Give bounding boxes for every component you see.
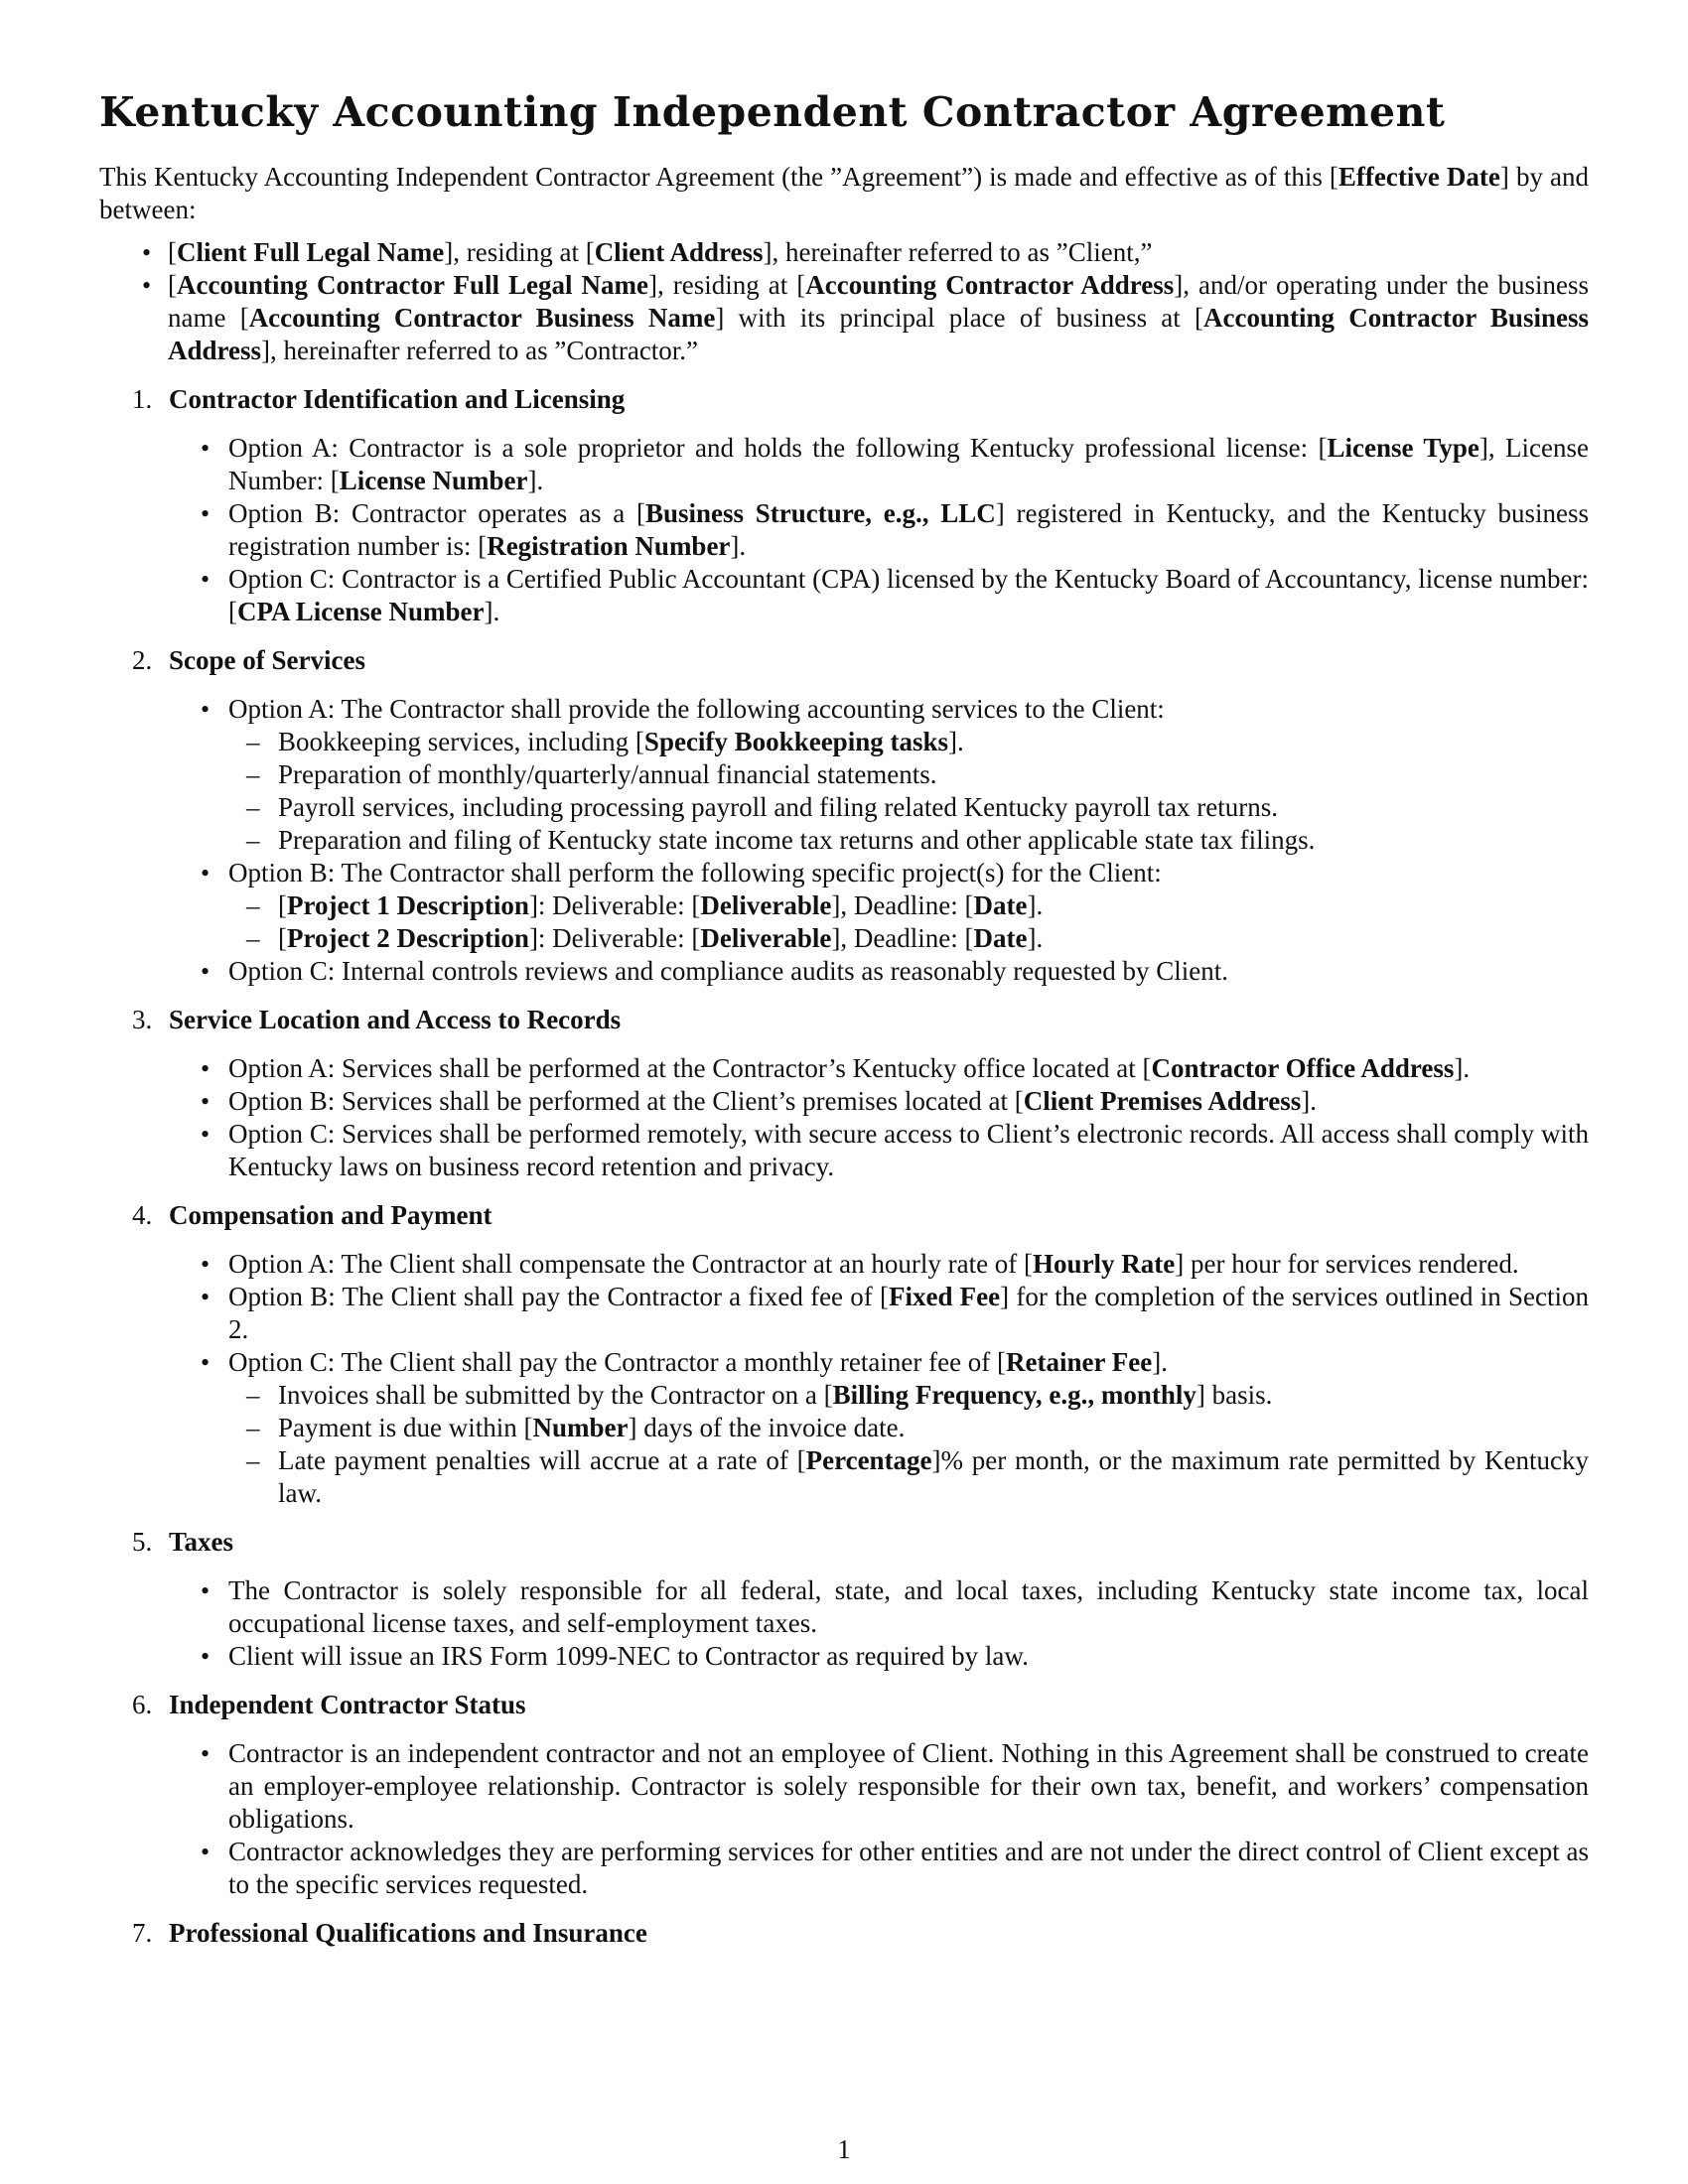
placeholder-field: Specify Bookkeeping tasks — [643, 727, 948, 756]
text-run: The Contractor is solely responsible for all federal, state, and local taxes, including Kentucky state income tax, local occupational license taxes, and self-employment taxes. — [228, 1575, 1589, 1638]
text-run: Contractor acknowledges they are performing services for other entities and are not under the direct control of Client except as to the specific services requested. — [228, 1837, 1589, 1899]
section-items — [99, 1248, 1589, 1510]
placeholder-field: Deliverable — [700, 890, 832, 920]
text-run: Option A: Contractor is a sole proprietor and holds the following Kentucky professional license: [ — [228, 433, 1328, 463]
section-number: 2. — [132, 645, 153, 675]
text-run: ] basis. — [1196, 1380, 1273, 1410]
text-run: [ — [168, 237, 177, 267]
text-run: ] days of the invoice date. — [628, 1413, 906, 1442]
section-number: 6. — [132, 1690, 153, 1719]
text-run: ]. — [1027, 890, 1044, 920]
placeholder-field: Accounting Contractor Address — [805, 270, 1175, 300]
text-run: [ — [278, 890, 287, 920]
placeholder-field: Registration Number — [487, 531, 731, 561]
section-title: Independent Contractor Status — [169, 1690, 526, 1719]
sub-list-wrapper — [99, 889, 1589, 955]
text-run: Preparation and filing of Kentucky state income tax returns and other applicable state tax filings. — [278, 825, 1316, 855]
text-run: ], hereinafter referred to as ”Contractor.” — [261, 336, 699, 365]
section-number: 1. — [132, 384, 153, 414]
section-heading — [99, 383, 1589, 416]
sub-list-wrapper — [99, 1379, 1589, 1510]
section-number: 5. — [132, 1527, 153, 1557]
placeholder-field: Retainer Fee — [1006, 1347, 1153, 1377]
section-title: Taxes — [169, 1527, 234, 1557]
placeholder-field: CPA License Number — [237, 597, 485, 626]
section-heading — [99, 1199, 1589, 1232]
placeholder-field: Accounting Contractor Business Address — [168, 303, 1589, 365]
option-item — [99, 955, 1589, 988]
option-item — [99, 857, 1589, 889]
sub-items — [99, 889, 1589, 955]
section-title: Compensation and Payment — [169, 1200, 492, 1230]
text-run: ] for the completion of the services outlined in Section 2. — [228, 1282, 1589, 1344]
option-item — [99, 1118, 1589, 1183]
sections-list — [99, 383, 1589, 1950]
section — [99, 1689, 1589, 1901]
text-run: Client will issue an IRS Form 1099-NEC to Contractor as required by law. — [228, 1641, 1029, 1671]
sub-item — [99, 1379, 1589, 1412]
text-run: ] with its principal place of business at [ — [715, 303, 1204, 333]
section — [99, 1917, 1589, 1950]
text-run: ], License Number: [ — [228, 433, 1589, 495]
text-run: Payment is due within [ — [278, 1413, 533, 1442]
placeholder-field: Project 2 Description — [287, 923, 529, 953]
sub-item — [99, 1412, 1589, 1444]
text-run: Bookkeeping services, including [ — [278, 727, 644, 756]
section — [99, 644, 1589, 988]
text-run: ]. — [484, 597, 500, 626]
text-run: ]: Deliverable: [ — [528, 923, 701, 953]
text-run: Option A: The Client shall compensate the Contractor at an hourly rate of [ — [228, 1249, 1034, 1279]
option-item — [99, 432, 1589, 497]
section — [99, 1004, 1589, 1183]
sub-list-wrapper — [99, 726, 1589, 857]
text-run: Option B: The Client shall pay the Contractor a fixed fee of [ — [228, 1282, 889, 1311]
text-run: ]. — [947, 727, 964, 756]
option-item — [99, 497, 1589, 563]
sub-items — [99, 1379, 1589, 1510]
option-item — [99, 1052, 1589, 1085]
text-run: Option A: The Contractor shall provide the following accounting services to the Client: — [228, 694, 1165, 724]
parties-list — [98, 236, 1589, 367]
placeholder-field: Deliverable — [700, 923, 832, 953]
option-item — [99, 1085, 1589, 1118]
section-title: Professional Qualifications and Insurance — [169, 1918, 647, 1948]
text-run: ] per hour for services rendered. — [1175, 1249, 1519, 1279]
text-run: ], Deadline: [ — [831, 890, 974, 920]
sub-item — [99, 726, 1589, 758]
intro-text: This Kentucky Accounting Independent Contractor Agreement (the ”Agreement”) is made and effective as of this [ — [99, 162, 1338, 192]
text-run: Option B: The Contractor shall perform the following specific project(s) for the Client: — [228, 858, 1162, 887]
placeholder-field: Client Full Legal Name — [177, 237, 445, 267]
intro-paragraph — [99, 161, 1589, 226]
text-run: ]. — [1301, 1086, 1318, 1116]
placeholder-field: Client Premises Address — [1023, 1086, 1302, 1116]
placeholder-field: Date — [973, 923, 1028, 953]
section-items — [99, 1737, 1589, 1901]
text-run: Preparation of monthly/quarterly/annual financial statements. — [278, 759, 937, 789]
placeholder-field: Project 1 Description — [287, 890, 529, 920]
section-heading — [99, 1004, 1589, 1036]
option-item — [99, 693, 1589, 726]
option-item — [99, 563, 1589, 628]
option-item — [99, 1737, 1589, 1836]
document-title: Kentucky Accounting Independent Contractor Agreement — [99, 88, 1446, 136]
text-run: ]% per month, or the maximum rate permitted by Kentucky law. — [278, 1445, 1589, 1508]
document-page — [99, 87, 1589, 1966]
section-items — [99, 432, 1589, 628]
text-run: ], Deadline: [ — [831, 923, 974, 953]
placeholder-field: Number — [532, 1413, 629, 1442]
text-run: ]. — [1027, 923, 1044, 953]
sub-item — [99, 791, 1589, 824]
section-title: Service Location and Access to Records — [169, 1005, 622, 1034]
text-run: ]. — [1454, 1053, 1471, 1083]
placeholder-field: Contractor Office Address — [1151, 1053, 1455, 1083]
placeholder-field: Accounting Contractor Business Name — [248, 303, 716, 333]
party-item — [98, 269, 1589, 367]
text-run: Option B: Services shall be performed at the Client’s premises located at [ — [228, 1086, 1024, 1116]
text-run: ]. — [730, 531, 747, 561]
section-heading — [99, 1689, 1589, 1721]
section-number: 3. — [132, 1005, 153, 1034]
party-item — [98, 236, 1589, 269]
text-run: Option A: Services shall be performed at the Contractor’s Kentucky office located at [ — [228, 1053, 1152, 1083]
placeholder-field: License Type — [1327, 433, 1479, 463]
text-run: ], and/or operating under the business name [ — [168, 270, 1589, 333]
placeholder-field: Client Address — [594, 237, 764, 267]
placeholder-field: Billing Frequency, e.g., monthly — [832, 1380, 1196, 1410]
placeholder-field: Fixed Fee — [888, 1282, 1001, 1311]
section-items — [99, 1052, 1589, 1183]
sub-item — [99, 1444, 1589, 1510]
placeholder-field: Date — [973, 890, 1028, 920]
text-run: Contractor is an independent contractor and not an employee of Client. Nothing in this Agreement shall be construed to create an employer-employee relationship. Contractor is solely responsible for their own tax, benefit, and workers’ compensation obligations. — [228, 1738, 1589, 1834]
section-title: Scope of Services — [169, 645, 365, 675]
placeholder-field: Hourly Rate — [1033, 1249, 1176, 1279]
option-item — [99, 1346, 1589, 1379]
text-run: Option C: Services shall be performed remotely, with secure access to Client’s electronic records. All access shall comply with Kentucky laws on business record retention and privacy. — [228, 1119, 1589, 1181]
text-run: Payroll services, including processing payroll and filing related Kentucky payroll tax returns. — [278, 792, 1278, 822]
text-run: [ — [278, 923, 287, 953]
text-run: [ — [168, 270, 177, 300]
placeholder-field: Percentage — [805, 1445, 932, 1475]
option-item — [99, 1248, 1589, 1281]
section-number: 4. — [132, 1200, 153, 1230]
placeholder-field: Business Structure, e.g., LLC — [644, 498, 996, 528]
text-run: ]: Deliverable: [ — [528, 890, 701, 920]
option-item — [99, 1640, 1589, 1673]
option-item — [99, 1281, 1589, 1346]
section-number: 7. — [132, 1918, 153, 1948]
option-item — [99, 1836, 1589, 1901]
text-run: Option C: Internal controls reviews and compliance audits as reasonably requested by Client. — [228, 956, 1228, 986]
sub-items — [99, 726, 1589, 857]
effective-date-placeholder: Effective Date — [1337, 162, 1500, 192]
section — [99, 383, 1589, 628]
section-items — [99, 693, 1589, 988]
section-title: Contractor Identification and Licensing — [169, 384, 626, 414]
section-heading — [99, 644, 1589, 677]
text-run: ]. — [1152, 1347, 1168, 1377]
text-run: Option B: Contractor operates as a [ — [228, 498, 645, 528]
text-run: ], residing at [ — [648, 270, 806, 300]
text-run: ], residing at [ — [444, 237, 595, 267]
section — [99, 1199, 1589, 1510]
section — [99, 1526, 1589, 1673]
text-run: Option C: Contractor is a Certified Public Accountant (CPA) licensed by the Kentucky Board of Accountancy, license number: [ — [228, 564, 1589, 626]
text-run: Option C: The Client shall pay the Contractor a monthly retainer fee of [ — [228, 1347, 1007, 1377]
text-run: ]. — [527, 466, 544, 495]
section-heading — [99, 1917, 1589, 1950]
sub-item — [99, 889, 1589, 922]
placeholder-field: License Number — [339, 466, 528, 495]
section-heading — [99, 1526, 1589, 1559]
text-run: Invoices shall be submitted by the Contractor on a [ — [278, 1380, 833, 1410]
option-item — [99, 1574, 1589, 1640]
sub-item — [99, 824, 1589, 857]
text-run: ] registered in Kentucky, and the Kentucky business registration number is: [ — [228, 498, 1589, 561]
placeholder-field: Accounting Contractor Full Legal Name — [177, 270, 648, 300]
intro-text-end: ] by and between: — [99, 162, 1589, 224]
sub-item — [99, 758, 1589, 791]
page-number: 1 — [837, 2134, 851, 2164]
text-run: ], hereinafter referred to as ”Client,” — [763, 237, 1153, 267]
sub-item — [99, 922, 1589, 955]
text-run: Late payment penalties will accrue at a rate of [ — [278, 1445, 806, 1475]
section-items — [99, 1574, 1589, 1673]
